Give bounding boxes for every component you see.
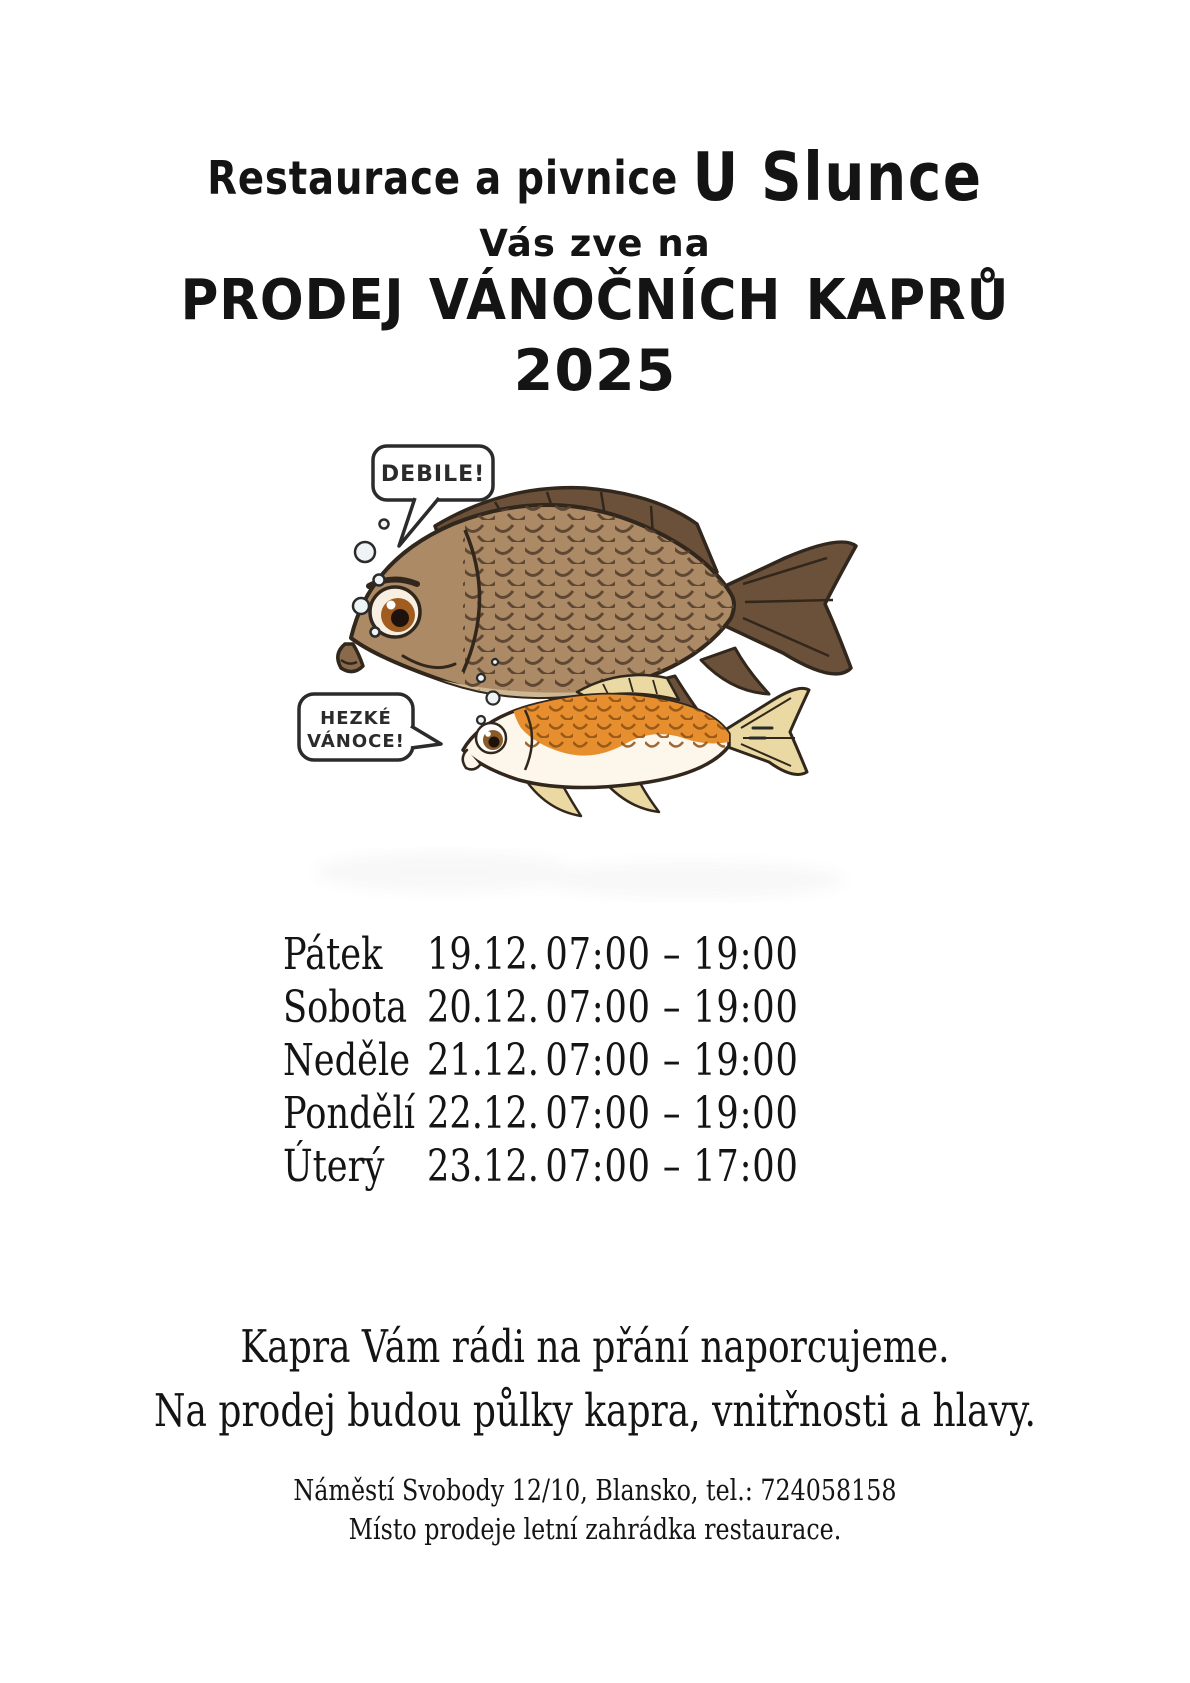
- big-carp-mouth: [338, 644, 363, 672]
- big-carp-tail-fin: [721, 542, 856, 674]
- event-year: 2025: [513, 338, 677, 404]
- products-note: Na prodej budou půlky kapra, vnitřnosti a hlavy.: [154, 1384, 1036, 1437]
- invitation-line: Vás zve na: [479, 222, 711, 265]
- schedule-date: 23.12.: [427, 1141, 539, 1192]
- carp-cartoon-svg: [285, 432, 875, 910]
- small-koi-tail-fin: [725, 688, 809, 774]
- schedule-time: 07:00 – 19:00: [545, 982, 799, 1033]
- schedule-date: 22.12.: [427, 1088, 539, 1139]
- schedule-date: 20.12.: [427, 982, 539, 1033]
- schedule-time: 07:00 – 19:00: [545, 1035, 799, 1086]
- schedule-date: 21.12.: [427, 1035, 539, 1086]
- restaurant-name-prefix: Restaurace a pivnice: [207, 151, 693, 205]
- schedule-date: 19.12.: [427, 929, 539, 980]
- schedule-row: [283, 928, 799, 981]
- schedule-row: [283, 1140, 799, 1193]
- schedule-day: Úterý: [283, 1141, 385, 1192]
- portioning-note: Kapra Vám rádi na přání naporcujeme.: [240, 1320, 950, 1373]
- restaurant-brand-name: U Slunce: [692, 138, 983, 216]
- small-koi-speech-text-line2: VÁNOCE!: [307, 731, 405, 752]
- schedule-row: [283, 981, 799, 1034]
- carp-cartoon-illustration: [285, 432, 875, 910]
- big-carp-anal-fin: [701, 648, 769, 694]
- big-carp-speech-text: DEBILE!: [380, 462, 486, 487]
- schedule-day: Pondělí: [283, 1088, 415, 1139]
- sale-schedule: [283, 928, 928, 1193]
- schedule-day: Pátek: [283, 929, 383, 980]
- scan-smudge: [315, 852, 845, 898]
- event-title: PRODEJ VÁNOČNÍCH KAPRŮ: [180, 268, 1010, 333]
- schedule-row: [283, 1034, 799, 1087]
- sale-location-line: Místo prodeje letní zahrádka restaurace.: [348, 1512, 842, 1546]
- flyer-title: [95, 138, 1095, 216]
- schedule-row: [283, 1087, 799, 1140]
- address-line: Náměstí Svobody 12/10, Blansko, tel.: 724058158: [293, 1473, 897, 1507]
- small-koi-speech-bubble: [299, 694, 441, 760]
- schedule-day: Sobota: [283, 982, 408, 1033]
- schedule-time: 07:00 – 19:00: [545, 1088, 799, 1139]
- schedule-time: 07:00 – 17:00: [545, 1141, 799, 1192]
- small-koi-speech-text-line1: HEZKÉ: [320, 708, 392, 729]
- schedule-day: Neděle: [283, 1035, 411, 1086]
- schedule-time: 07:00 – 19:00: [545, 929, 799, 980]
- small-koi-eye: [476, 723, 506, 753]
